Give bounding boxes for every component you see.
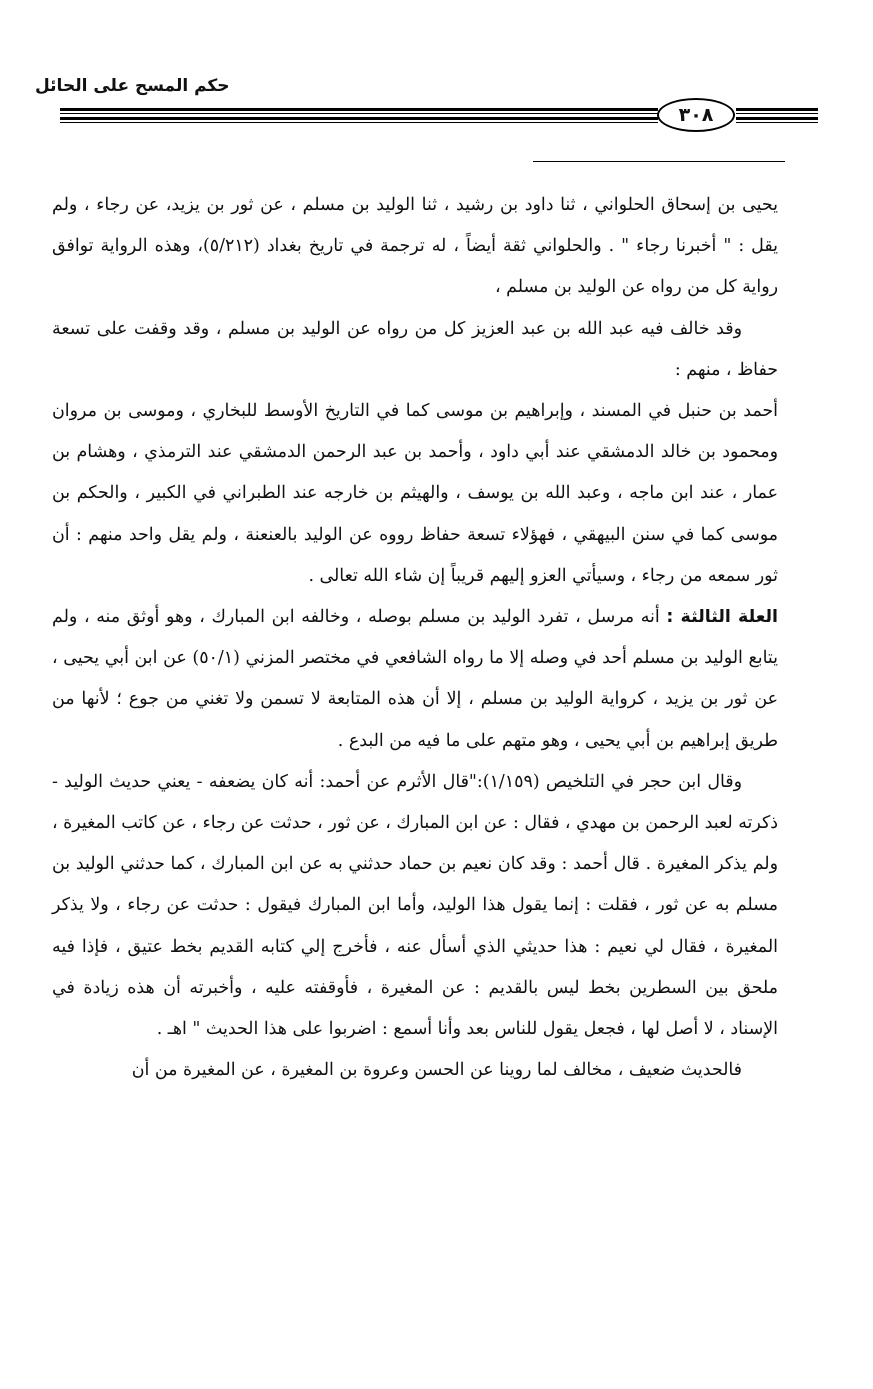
- header-rule: [60, 113, 658, 114]
- paragraph-text: وقال ابن حجر في التلخيص (١/١٥٩):"قال الأثرم عن أحمد: أنه كان يضعفه - يعني حديث الوليد - ذكرته لعبد الرحمن بن مهدي ، فقال : عن ابن المبارك ، عن ثور ، حدثت عن رجاء ، عن كاتب المغيرة ، ولم يذكر المغيرة . قال أحمد : وقد كان نعيم بن حماد حدثني به عن ابن المبارك ، كما حدثني الوليد بن مسلم به عن ثور ، فقلت : إنما يقول هذا الوليد، وأما ابن المبارك فيقول : حدثت عن رجاء ، ولا يذكر المغيرة ، فقال لي نعيم : هذا حديثي الذي أسأل عنه ، فأخرج إلي كتابه القديم بخط عتيق ، فإذا فيه ملحق بين السطرين بخط ليس بالقديم : عن المغيرة ، فأوقفته عليه ، وأخبرته أن هذه زيادة في الإسناد ، لا أصل لها ، فجعل يقول للناس بعد وأنا أسمع : اضربوا على هذا الحديث " اهـ .: [52, 771, 778, 1040]
- header-rule: [60, 108, 658, 111]
- paragraph: [52, 309, 778, 391]
- paragraph: [52, 1050, 778, 1091]
- footer-mark: [280, 1365, 292, 1366]
- paragraph: [52, 597, 778, 762]
- header-rule: [736, 113, 818, 114]
- header-rule: [60, 122, 658, 123]
- header-rule: [736, 122, 818, 123]
- page-number-text: ٣٠٨: [678, 104, 714, 126]
- section-heading: العلة الثالثة :: [666, 607, 779, 628]
- paragraph-text: فالحديث ضعيف ، مخالف لما روينا عن الحسن وعروة بن المغيرة ، عن المغيرة من أن: [131, 1060, 742, 1081]
- header-rule: [736, 117, 818, 120]
- body-text: [52, 185, 778, 1091]
- paragraph-text: يحيى بن إسحاق الحلواني ، ثنا داود بن رشيد ، ثنا الوليد بن مسلم ، عن ثور بن يزيد، عن رجاء ، ولم يقل : " أخبرنا رجاء " . والحلواني ثقة أيضاً ، له ترجمة في تاريخ بغداد (٥/٢١٢)، وهذه الرواية توافق رواية كل من رواه عن الوليد بن مسلم ،: [52, 195, 778, 298]
- paragraph: [52, 185, 778, 309]
- paragraph: [52, 762, 778, 1050]
- paragraph: [52, 391, 778, 597]
- paragraph-text: وقد خالف فيه عبد الله بن عبد العزيز كل من رواه عن الوليد بن مسلم ، وقد وقفت على تسعة حفاظ ، منهم :: [52, 318, 778, 380]
- paragraph-text: أحمد بن حنبل في المسند ، وإبراهيم بن موسى كما في التاريخ الأوسط للبخاري ، وموسى بن مروان ومحمود بن خالد الدمشقي عند أبي داود ، وأحمد بن عبد الرحمن الدمشقي عند الترمذي ، وهشام بن عمار ، عند ابن ماجه ، وعبد الله بن يوسف ، والهيثم بن خارجه عند الطبراني في الكبير ، والحكم بن موسى كما في سنن البيهقي ، فهؤلاء تسعة حفاظ رووه عن الوليد بالعنعنة ، ولم يقل واحد منهم : أن ثور سمعه من رجاء ، وسيأتي العزو إليهم قريباً إن شاء الله تعالى .: [52, 401, 778, 586]
- page-number: [657, 98, 735, 132]
- running-title: حكم المسح على الحائل: [35, 76, 230, 96]
- footnote-separator-rule: [533, 161, 785, 162]
- header-rule: [60, 117, 658, 120]
- header-rule: [736, 108, 818, 111]
- paragraph-text: أنه مرسل ، تفرد الوليد بن مسلم بوصله ، وخالفه ابن المبارك ، وهو أوثق منه ، ولم يتابع الوليد بن مسلم أحد في وصله إلا ما رواه الشافعي في مختصر المزني (٥٠/١) عن ابن أبي يحيى ، عن ثور بن يزيد ، كرواية الوليد بن مسلم ، إلا أن هذه المتابعة لا تسمن ولا تغني من جوع ؛ لأنها من طريق إبراهيم بن أبي يحيى ، وهو متهم على ما فيه من البدع .: [52, 607, 778, 751]
